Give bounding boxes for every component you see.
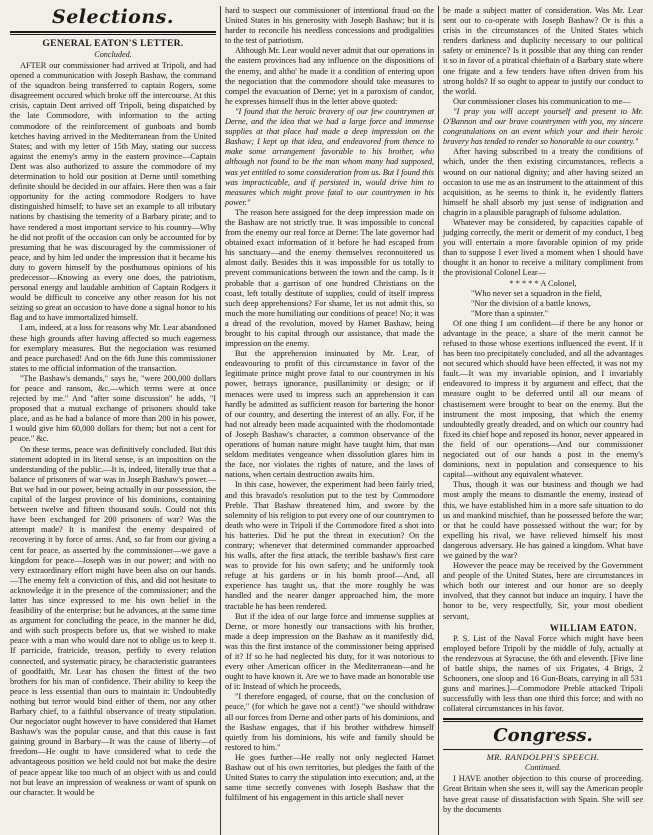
article-paragraph: However the peace may be received by the Government and people of the United States, here are circumstances in which both our interest and our honor are so deeply involved, that they cannot but induce an inquiry. I have the honor to be, very respectfully, Sir, your most obedient servant, xyxy=(443,561,643,621)
article-paragraph: I HAVE another objection to this course of proceeding. Great Britain when she sees it, will say the American people have great cause of dissatisfaction with Spain. She will see by the documents xyxy=(443,774,643,814)
congress-section xyxy=(443,718,643,814)
article-paragraph: But if the idea of our large force and immense supplies at Derne, or more honestly our transactions with his brother, made a deep impression on the Bashaw as it manifestly did, was this the first instance of the commissioner being apprised of it? If so he had neglected his duty, for it was notorious to every other American officer in the Mediterranean—and he ought to have known it. Are we to have made an honorable use of it: Instead of which he proceeds, xyxy=(225,611,434,692)
column-1 xyxy=(6,6,220,835)
article-paragraph: AFTER our commissioner had arrived at Tripoli, and had opened a communication with Joseph Bashaw, the command of the squadron being transferred to captain Rogers, some disagreement occured which broke off the intercourse. At this crisis, captain Dent arrived off Tripoli, being dispatched by the late Commodore, with information to the acting commodore of the reinforcement of gunboats and bomb ketches having arrived in the Mediterranean from the United States; and with my letter of 15th May, stating our success against the enemy's army in the eastern province—Captain Dent was also authorized to assure the commodore of my determination to hold our position at Derne until something definite should be decided in our affairs. Here then was a fair opportunity for the acting commodore Rodgers to have distinguished himself; to have set an example to all tributary nations by chastising the temerity of a Barbary pirate; and to have rendered a most important service to his country—Why he did not profit of the occasion can only be accounted for by presuming that he was discouraged by the commissioner of peace, and by him led under the impression that it became his duty to govern himself by the posthumous opinions of his predecessor—Knowing as every one does, the patriotism, personal energy and laudable ambition of Captain Rodgers it would be difficult to conceive any other reason for his not seizing so great an occasion to have done a signal honor to his flag and to have immortalized himself. xyxy=(10,61,216,323)
article-paragraph: be made a subject matter of consideration. Was Mr. Lear sent out to co-operate with Joseph Bashaw? Or is this a crisis in the circumstances of the United States which renders darkness and duplicity necessary to our political safety or eminence? Is it possible that any thing can render it so in favor of a piratical chieftain of a Barbary state where one frigate and a few tenders have often driven from his strong holds? If so ought to appear to justify our conduct to the world. xyxy=(443,6,643,96)
verse-stars: * * * * * A Colonel, xyxy=(509,278,577,288)
article-paragraph: He goes further—He really not only neglected Hamet Bashaw out of his own territories, but pledges the faith of the United States to carry the stipulation into execution; and, at the same time secretly convenes with Joseph Bashaw that the fulfilment of his engagement in this article shall never xyxy=(225,752,434,803)
quoted-paragraph: "I pray you will accept yourself and present to Mr. O'Bannon and our brave countrymen with you, my sincere congratulations on an event which your and their heroic bravery has tended to render so honorable to our country." xyxy=(443,106,643,147)
section-masthead: Selections. xyxy=(52,6,174,28)
article-paragraph: But the apprehension insinuated by Mr. Lear, of endeavouring to profit of this circumstance in favor of the legitimate prince might prove fatal to our countrymen in his power, betrays ignorance, pusillanimity or design; or if menaces were used to impress such an apprehension it can hardly be admitted as sufficient reason for bartering the honor of our country, and deserting the interest of an ally. For, if he had not already been made acquainted with the rhodomontade of Joseph Bashaw's character, a common observance of the operations of human nature might have taught him, that man seldom meditates vengeance when dissolution glares him in the face, nor violates the rights of nature, and the laws of nations, when certain destruction awaits him. xyxy=(225,349,434,480)
postscript: P. S. List of the Naval Force which might have been employed before Tripoli by the middle of July, actually at the rendezvous at Syracuse, the 6th and eleventh. [Five line of battle ships, the names of six Frigates, 4 Brigs, 2 Schooners, one sloop and 16 Gun-Boats, carrying in all 531 guns and marines.]—Commodore Preble attacked Tripoli successfully with less than one third this force; and with no collateral circumstances in his favor. xyxy=(443,633,643,714)
quoted-paragraph: "I found that the heroic bravery of our few countrymen at Derne, and the idea that we had a large force and immense supplies at that place had made a deep impression on the Bashaw; I kept up that idea, and endeavored from thence to make some arrangement favorable to his brother, who although not found to be the man whom many had supposed, was yet entitled to some consideration from us. But I found this was impracticable, and if persisted in, would drive him to measures which might prove fatal to our countrymen in his power." xyxy=(225,106,434,207)
article-paragraph: In this case, however, the experiment had been fairly tried, and this bravado's resolution put to the test by Commodore Preble. That Bashaw threatened him, and swore by the solemnity of his religion to put every one of our countrymen to death who were in Tripoli if the Commodore fired a shot into his batteries. Did he put the threat in execution? On the contrary; whenever that determined commander approached his walls, after the first attack, the terrible bashaw's first care was to provide for his own safety; and he uniformly took refuge at his gardens or in his bomb proof—And, all experience has taught us, that the more roughly he was handled and the nearer danger approached him, the more tractable he has been rendered. xyxy=(225,480,434,611)
congress-masthead: Congress. xyxy=(493,725,593,747)
article-paragraph: The reason here assigned for the deep impression made on the Bashaw are not strictly true. It was impossible to conceal from the enemy our real force at Derne: The late governor had obtained exact information of it before he had escaped from his sanctuary—and the enemy themselves reconnoitered us almost daily. Besides this it was impossible for us totally to prevent communications between the town and the camp. Is it probable that a garrison of one hundred Christians on the coast, left totally destitute of supplies, could of itself impress such deep apprehensions? For shame, let us not admit this, so much the more humiliating our conditions of peace! No; it was a dread of the revolution, moved by Hamet Bashaw, being brought to his capital through our assistance, that made the impression on the enemy. xyxy=(225,207,434,349)
article-headline: GENERAL EATON'S LETTER. xyxy=(42,38,184,49)
verse-line: "Who never set a squadron in the field, xyxy=(471,288,602,298)
article-paragraph: Thus, though it was our business and though we had most amply the means to dismantle the enemy, instead of this, we have established him in a more safe situation to do us and mankind mischief, than he possessed before the war; or that he could have possessed without the war; for by expelling his rival, we have relieved himself his most dangerous adversary. He has gained a kingdom. What have we gained by the war? xyxy=(443,480,643,560)
verse-line: "Nor the division of a battle knows, xyxy=(471,298,591,308)
column-container xyxy=(6,6,647,835)
masthead-rule xyxy=(10,31,216,35)
article-paragraph: Although Mr. Lear would never admit that our operations in the eastern provinces had any influence on the dispositions of the enemy, and altho' he made it a condition of entering upon the negociation that the commodore should take measures to compel the evacuation of Derne; yet in a paroxism of candor, he expresses himself thus in the letter above quoted: xyxy=(225,46,434,106)
article-paragraph: Of one thing I am confident—if there be any honor or advantage in the peace, a share of the merit cannot be refused to those whose exertions influenced the event. If it has been too precipitately concluded, and all the advantages not secured which should have been effected, it was not my fault.—It was my invariable opinion, and I invariably endeavored to impress it by argument and effect, that the measure ought to be deferred until all our means of chastisement were brought to bear on the enemy. But the instrument the most imposing, that which the enemy undoubtedly greatly dreaded, and on which our country had fixed its chief hope and reposed its honor, never appeared in the field of our operations—And our commissioner negociated out of our hands a post in the enemy's dominions, next in population and consequence to his capital—without any equivalent whatever. xyxy=(443,318,643,480)
article-paragraph: On these terms, peace was definitively concluded. But this statement adopted in its literal sense, is an imposition on the understanding of the public.—It is, indeed, literally true that a balance of prisoners of war was in Joseph Bashaw's power.—But we had in our power, being actually in our possession, the capital of the largest province of his dominions, containing between twelve and fifteen thousand souls. Could not this have been exchanged for 200 prisoners of war? Was the attempt made? It is manifest the enemy despaired of recovering it by force of arms. And, so far from our giving a cent for peace, as asserted by the commissioner—we gave a kingdom for peace—Joseph was in our power; and with no very extraordinary effort might have been also on our hands.—The enemy felt a conviction of this, and did not hesitate to acknowledge it in the presence of the commissioner; and the latter has since expressed to me his own belief in the feasibility of the enterprise: but he advances, at the same time as argument for concluding the peace, in the manner he did, and with such prospects before us, that we wished to make peace with a man who would dare not to oblige us to keep it. If parricide, fratricide, treason, perfidy to every relation connected, and systematic piracy, be characteristic guarantees of goodfaith, Mr. Lear has chosen the fittest of the two brothers for his man of confidence. Their ability to keep the peace is less essential than ours to maintain it: Undoubtedly nothing but terror would bind either of them, nor any other Barbary chief, to a faithful observance of treaty stipulation. Our negociator ought however to have considered that Hamet Bashaw's was the popular cause, and that this cause is fast gaining ground in Barbary—It was the cause of liberty—of freedom—He ought to have considered what to cede the advantageous position we held could not but make the desire of peace appear like too much of an object with us and could not but leave an impression of weakness or want of spunk on our character. It would be xyxy=(10,444,216,797)
article-paragraph: After having subscribed to a treaty the conditions of which, under the then existing circumstances, reflects a wound on our national dignity; and after having seized an occasion to use me as an instrument to the attainment of this acquisition, as he seems to think it, he evidently flatters himself he shall absorb my just sense of indignation and chagrin in a plausible paragraph of fulsome adulation. xyxy=(443,147,643,217)
speech-subhead: Continued. xyxy=(524,763,562,773)
column-3 xyxy=(438,6,647,835)
section-rule xyxy=(443,718,643,722)
verse-line: "More than a spinster." xyxy=(471,308,549,318)
article-paragraph: hard to suspect our commissioner of intentional fraud on the United States in his generosity with Joseph Bashaw; but it is harder to reconcile his needless concessions and prodigalities to the test of patriotism. xyxy=(225,6,434,46)
section-rule xyxy=(443,749,643,750)
article-subhead: Concluded. xyxy=(94,50,132,59)
quoted-paragraph: "I therefore engaged, of course, that on the conclusion of peace," (for which he gave not a cent!) "we should withdraw all our forces from Derne and other parts of his dominions, and the Bashaw engages, that if his brother withdrew himself quietly from his dominions, his wife and family should be restored to him." xyxy=(225,692,434,752)
speech-title: MR. RANDOLPH'S SPEECH. xyxy=(486,752,600,763)
article-paragraph: Whatever may be considered, by capacities capable of judging correctly, the merit or demerit of my conduct, I beg you will entertain a more favorable opinion of my pride than to suppose I ever lived a moment when I should have thought it an honor to receive a military compliment from the provisional Colonel Lear— xyxy=(443,217,643,278)
signature: WILLIAM EATON. xyxy=(549,622,637,633)
article-paragraph: Our commissioner closes his communication to me— xyxy=(453,96,631,106)
column-2 xyxy=(220,6,438,835)
article-paragraph: I am, indeed, at a loss for reasons why Mr. Lear abandoned these high grounds after having affected so much eagerness for exemplary measures. But the negociation was resumed and peace purchased! And on the 6th June this commissioner states to me official information of the transaction. xyxy=(10,323,216,373)
article-paragraph: "The Bashaw's demands," says he, "were 200,000 dollars for peace and ransom, &c.—which terms were at once rejected by me." And "after some discussion" he adds, "I proposed that a mutual exchange of prisoners should take place, and as he had a balance of more than 200 in his power, I would give him 60,000 dollars for them; but not a cent for peace." &c. xyxy=(10,373,216,444)
